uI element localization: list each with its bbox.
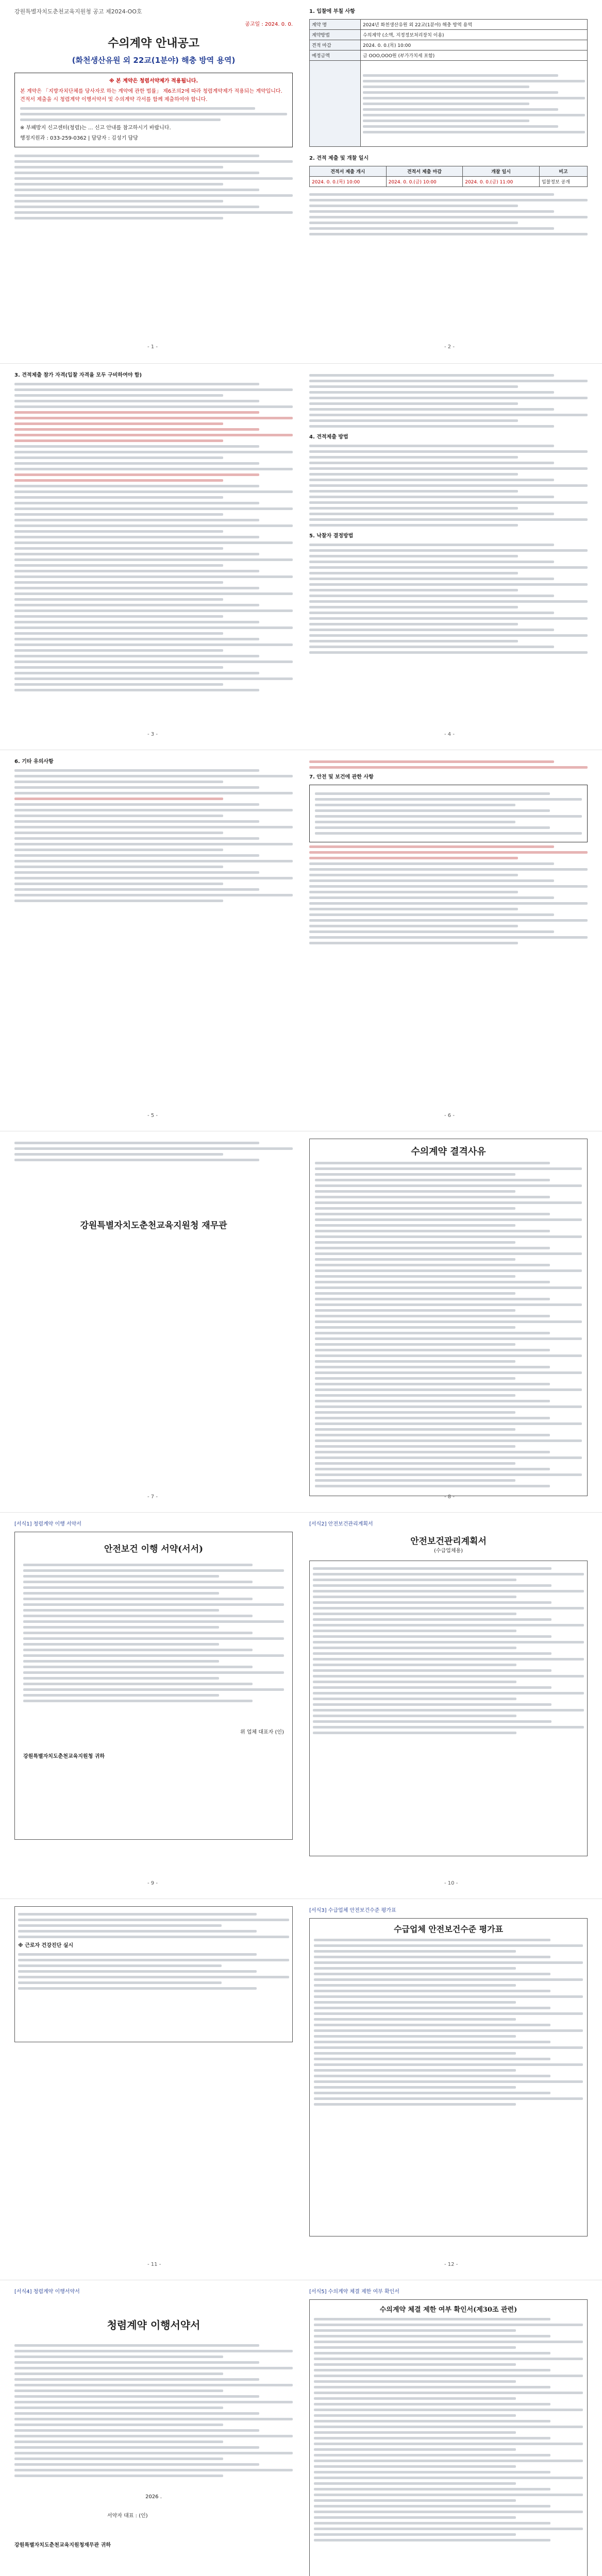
submission-heading: 4. 견적제출 방법: [309, 434, 348, 440]
safety-plan-form: [309, 1561, 588, 1856]
disqualification-page: [309, 1139, 588, 1496]
schedule-heading: 2. 견적 제출 및 개찰 일시: [309, 156, 369, 161]
restriction-check-title: 수의계약 체결 제한 여부 확인서(제30조 관련): [379, 2306, 517, 2314]
integrity-pledge-title: 청렴계약 이행서약서: [107, 2319, 200, 2331]
page-band-2: [0, 371, 602, 747]
restriction-check-page: [309, 2287, 588, 2576]
restriction-check-form: [309, 2299, 588, 2576]
notes-heading: 6. 기타 유의사항: [14, 759, 54, 765]
page-band-7: [0, 2287, 602, 2576]
form-1-tag: [서식1] 청렴계약 이행 서약서: [14, 1521, 81, 1527]
page-number: - 5 -: [147, 1113, 158, 1118]
disqualification-frame: [309, 1139, 588, 1496]
integrity-box: [14, 73, 293, 147]
page-number: - 3 -: [147, 732, 158, 737]
safety-pledge-page: [14, 1520, 293, 1840]
announce-page-right: [309, 7, 588, 239]
safety-plan-page: [309, 1520, 588, 1856]
safety-pledge-frame: [14, 1532, 293, 1840]
signature-page: [14, 1139, 293, 1231]
safety-pledge-recipient: 강원특별자치도춘천교육지원청 귀하: [23, 1754, 105, 1759]
integrity-pledge-date: 2026 .: [145, 2494, 162, 2500]
integrity-pledge-signature: 서약자 대표 : (인): [107, 2513, 148, 2519]
contact-info: 행정지원과 : 033-259-0362 | 담당자 : 김성기 담당: [20, 135, 138, 141]
page-number: - 7 -: [147, 1494, 158, 1500]
integrity-box-head: ※ 본 계약은 청렴서약제가 적용됩니다.: [109, 78, 198, 84]
table-row: 계약방법 수의계약 (소액, 지정정보처리장치 이용): [310, 30, 588, 40]
page-number: - 8 -: [444, 1494, 455, 1500]
section-1-heading: 1. 입찰에 부칠 사항: [309, 9, 355, 14]
page-number: - 6 -: [444, 1113, 455, 1118]
safety-plan-title: 안전보건관리계획서: [410, 1536, 487, 1547]
schedule-table: [309, 166, 588, 187]
health-check-heading: ※ 근로자 건강진단 실시: [18, 1943, 74, 1948]
safety-page: [309, 757, 588, 947]
page-number: - 1 -: [147, 344, 158, 350]
health-check-table: [14, 1906, 293, 2042]
safety-evaluation-title: 수급업체 안전보건수준 평가표: [393, 1924, 504, 1934]
body-lines-right: [309, 193, 588, 235]
page-number: - 11 -: [147, 2262, 161, 2267]
publish-date: 공고일 : 2024. 0. 0.: [245, 22, 293, 27]
table-row: 계약 명 2024년 화천생산유원 외 22교(1분야) 해충 방역 용역: [310, 20, 588, 30]
eligibility-page: [14, 371, 293, 694]
submission-page: [309, 371, 588, 657]
page-band-3: [0, 757, 602, 1128]
page-band-4: [0, 1139, 602, 1510]
page-number: - 10 -: [444, 1880, 458, 1886]
page-band-1: [0, 0, 602, 361]
page-number: - 9 -: [147, 1880, 158, 1886]
page-band-5: [0, 1520, 602, 1896]
announce-title: 수의계약 안내공고: [108, 37, 199, 50]
org-header: 강원특별자치도춘천교육지원청 공고 제2024-OO호: [14, 8, 142, 15]
announce-subtitle: (화천생산유원 외 22교(1분야) 해충 방역 용역): [72, 56, 236, 65]
table-row: 견적서 제출 개시 견적서 제출 마감 개찰 일시 비고: [310, 166, 588, 177]
form-3-tag: [서식3] 수급업체 안전보건수준 평가표: [309, 1908, 396, 1913]
announce-page: [14, 7, 293, 223]
integrity-box-text: 본 계약은 「지방자치단체를 당사자로 하는 계약에 관한 법률」 제6조의2에 따라 청렴계약제가 적용되는 계약입니다. 견적서 제출을 시 청렴계약 이행서약서 및 수의계약 각서를 함께 제출하여야 합니다.: [20, 89, 282, 103]
safety-heading: 7. 안전 및 보건에 관한 사항: [309, 774, 374, 780]
health-check-page: [14, 1906, 293, 2042]
safety-evaluation-page: [309, 1906, 588, 2236]
page-number: - 4 -: [444, 732, 455, 737]
integrity-pledge-recipient: 강원특별자치도춘천교육지원청재무관 귀하: [14, 2543, 111, 2548]
inquiry-note: ※ 부패방지 신고센터(청렴)는 ... 신고 안내를 참고하시기 바랍니다.: [20, 125, 171, 131]
safety-plan-subtitle: (수급업체용): [433, 1548, 463, 1554]
notes-page: [14, 757, 293, 905]
table-row: 견적 마감 2024. 0. 0.(목) 10:00: [310, 40, 588, 50]
award-heading: 5. 낙찰자 결정방법: [309, 533, 354, 539]
page-band-6: [0, 1906, 602, 2277]
table-row: 2024. 0. 0.(목) 10:00 2024. 0. 0.(금) 10:00 2024. 0. 0.(금) 11:00 입찰정보 공개: [310, 177, 588, 187]
body-lines: [14, 155, 293, 219]
safety-evaluation-form: [309, 1918, 588, 2236]
form-5-tag: [서식5] 수의계약 체결 제한 여부 확인서: [309, 2289, 399, 2295]
contract-table: [309, 19, 588, 147]
integrity-pledge-page: [14, 2287, 293, 2550]
safety-box: [309, 785, 588, 842]
page-number: - 2 -: [444, 344, 455, 350]
disqualification-title: 수의계약 결격사유: [411, 1146, 486, 1157]
form-4-tag: [서식4] 청렴계약 이행서약서: [14, 2289, 80, 2295]
safety-pledge-title: 안전보건 이행 서약(서서): [104, 1544, 204, 1554]
form-2-tag: [서식2] 안전보건관리계획서: [309, 1521, 373, 1527]
finance-officer-title: 강원특별자치도춘천교육지원청 재무관: [80, 1221, 227, 1231]
page-number: - 12 -: [444, 2262, 458, 2267]
table-row: [310, 61, 588, 147]
table-row: 예정금액 금 OOO,OOO원 (부가가치세 포함): [310, 50, 588, 61]
eligibility-heading: 3. 견적제출 참가 자격(입찰 자격을 모두 구비하여야 함): [14, 372, 142, 378]
safety-pledge-signature: 위 업체 대표자 (인): [240, 1730, 284, 1735]
